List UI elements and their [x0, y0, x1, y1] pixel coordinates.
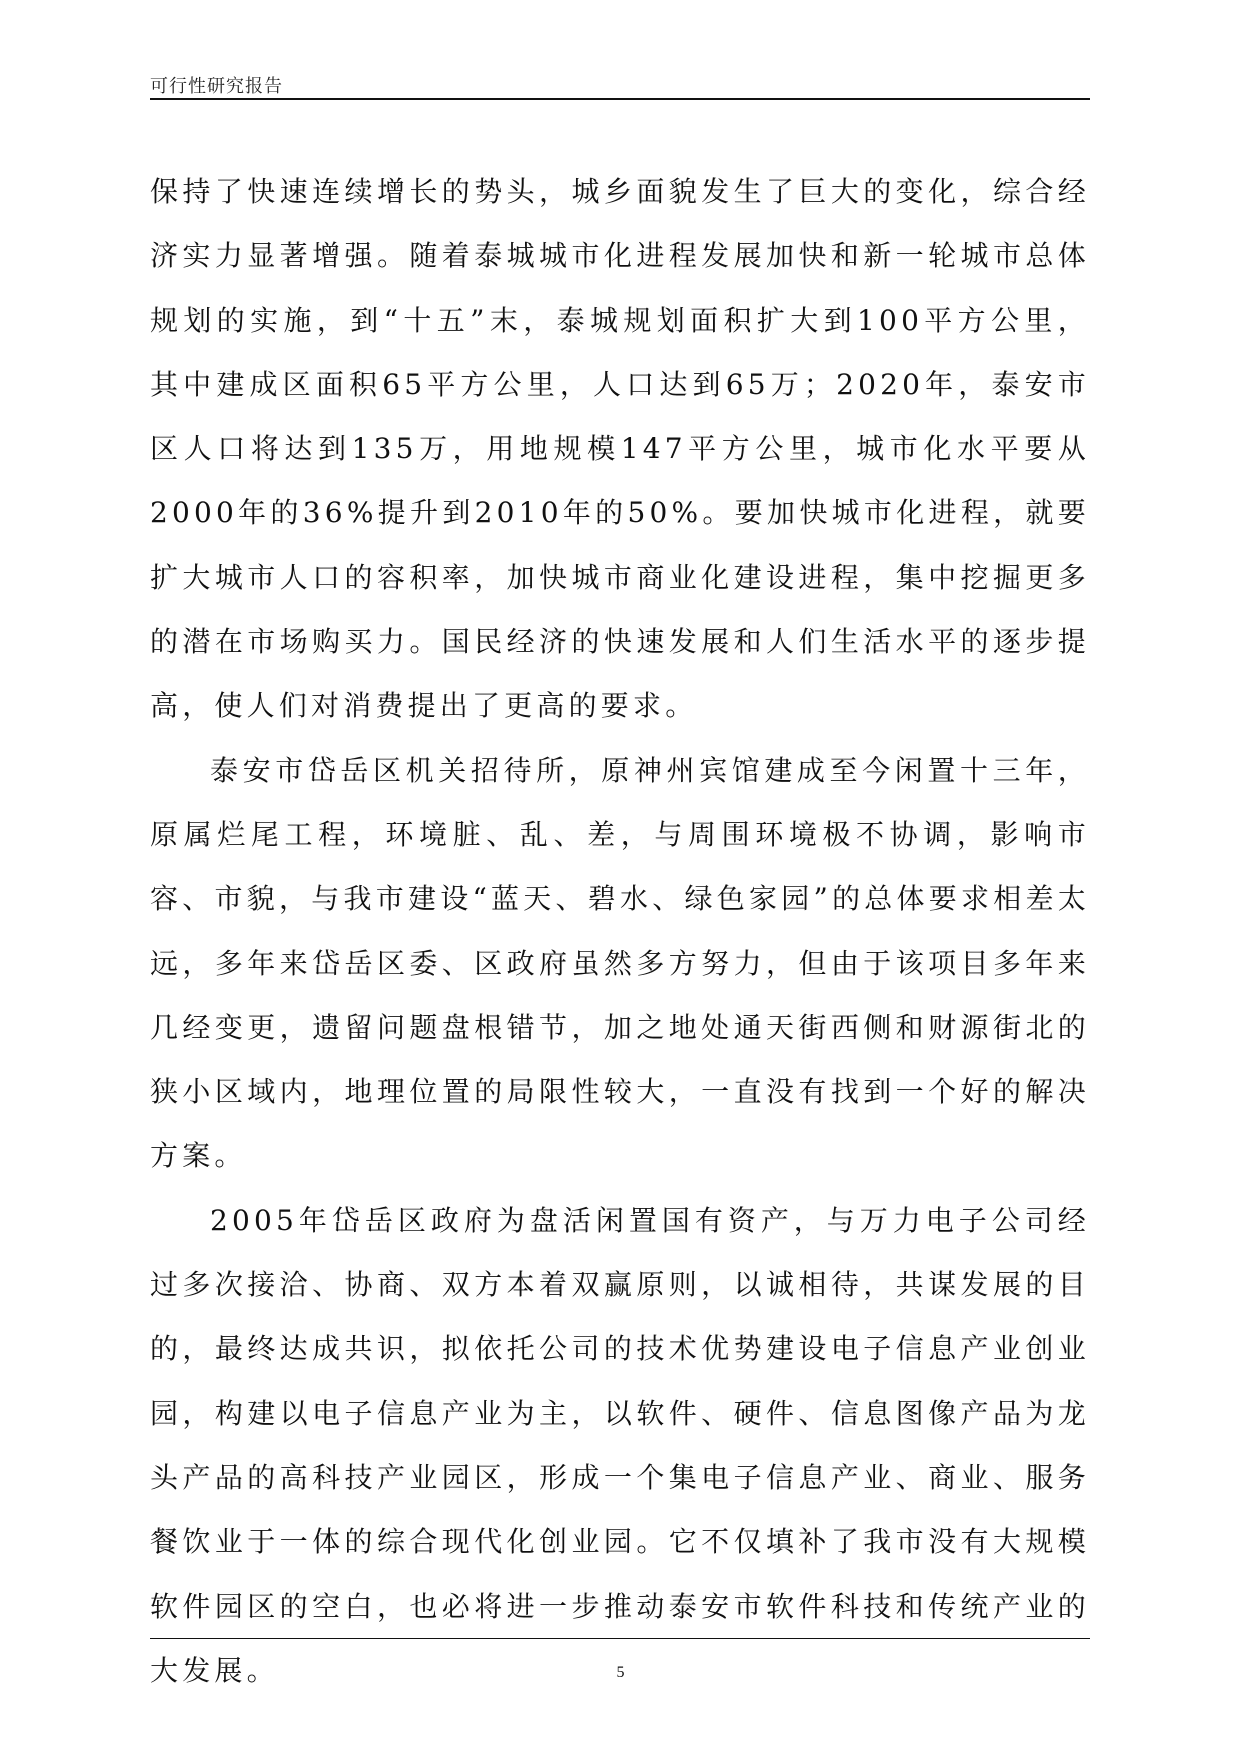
- footer-divider: [150, 1638, 1090, 1639]
- header-divider: [150, 98, 1090, 100]
- paragraph-continued: 保持了快速连续增长的势头，城乡面貌发生了巨大的变化，综合经济实力显著增强。随着泰城城市化进程发展加快和新一轮城市总体规划的实施，到“十五”末，泰城规划面积扩大到100平方公里，其中建成区面积65平方公里，人口达到65万；2020年，泰安市区人口将达到135万，用地规模147平方公里，城市化水平要从2000年的36%提升到2010年的50%。要加快城市化进程，就要扩大城市人口的容积率，加快城市商业化建设进程，集中挖掘更多的潜在市场购买力。国民经济的快速发展和人们生活水平的逐步提高，使人们对消费提出了更高的要求。: [150, 175, 1090, 723]
- report-title: 可行性研究报告: [150, 76, 283, 97]
- paragraph-hotel-history: 泰安市岱岳区机关招待所，原神州宾馆建成至今闲置十三年，原属烂尾工程，环境脏、乱、差，与周围环境极不协调，影响市容、市貌，与我市建设“蓝天、碧水、绿色家园”的总体要求相差太远，多年来岱岳区委、区政府虽然多方努力，但由于该项目多年来几经变更，遗留问题盘根错节，加之地处通天街西侧和财源街北的狭小区域内，地理位置的局限性较大，一直没有找到一个好的解决方案。: [150, 753, 1090, 1173]
- document-body: [150, 160, 1090, 1703]
- page-number: 5: [616, 1664, 625, 1681]
- paragraph-industrial-park: 2005年岱岳区政府为盘活闲置国有资产，与万力电子公司经过多次接洽、协商、双方本着双赢原则，以诚相待，共谋发展的目的，最终达成共识，拟依托公司的技术优势建设电子信息产业创业园，构建以电子信息产业为主，以软件、硬件、信息图像产品为龙头产品的高科技产业园区，形成一个集电子信息产业、商业、服务餐饮业于一体的综合现代化创业园。它不仅填补了我市没有大规模软件园区的空白，也必将进一步推动泰安市软件科技和传统产业的大发展。: [150, 1203, 1090, 1687]
- page-header: [150, 70, 1090, 100]
